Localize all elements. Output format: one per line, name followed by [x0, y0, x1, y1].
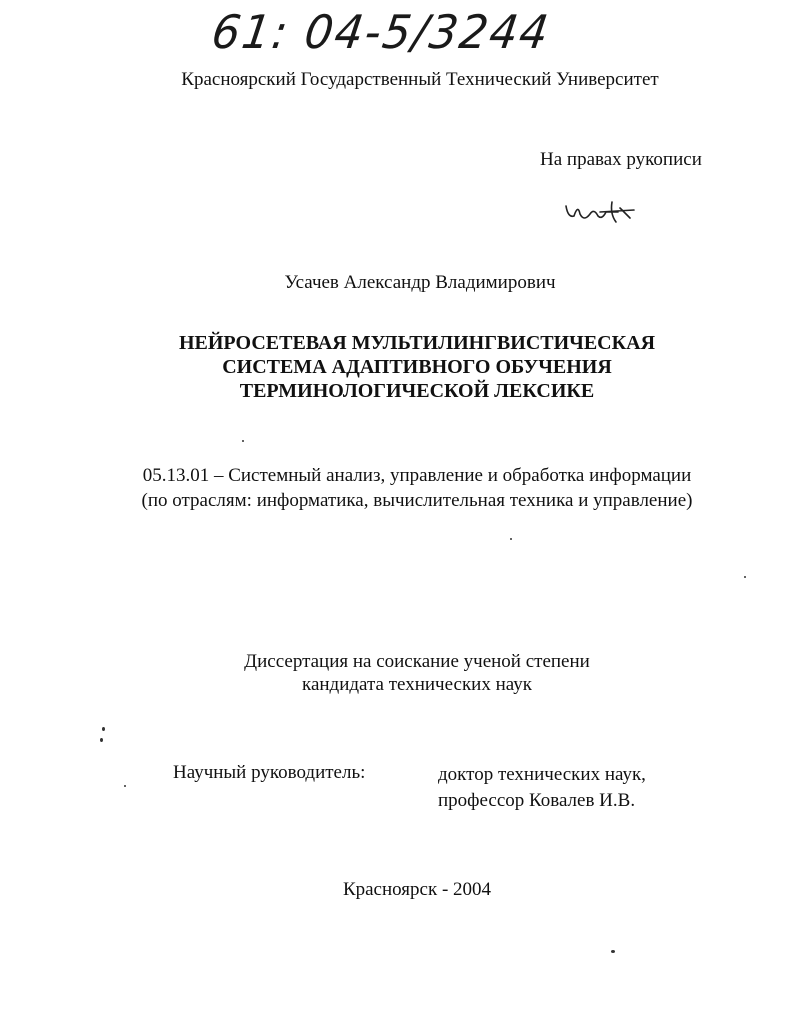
title-line: ТЕРМИНОЛОГИЧЕСКОЙ ЛЕКСИКЕ: [239, 380, 595, 402]
handwritten-catalog-number: 61: 04-5/3244: [208, 6, 554, 60]
specialty-code: [0, 463, 794, 513]
advisor-label: Научный руководитель:: [173, 762, 366, 783]
scan-speck: [102, 727, 105, 731]
advisor-name: профессор Ковалев И.В.: [438, 790, 636, 811]
degree-line: Диссертация на соискание ученой степени: [244, 651, 590, 672]
scan-speck: [510, 538, 512, 540]
university-name: Красноярский Государственный Технический Университет: [181, 69, 659, 90]
rights-notice: На правах рукописи: [540, 149, 702, 170]
title-line: НЕЙРОСЕТЕВАЯ МУЛЬТИЛИНГВИСТИЧЕСКАЯ: [178, 332, 656, 354]
author-signature: [560, 196, 640, 228]
author-name: Усачев Александр Владимирович: [284, 272, 556, 293]
scan-speck: [100, 738, 103, 742]
scan-speck: [744, 576, 746, 578]
degree-line: кандидата технических наук: [302, 674, 532, 695]
city-year: Красноярск - 2004: [342, 879, 492, 900]
dissertation-title: [0, 331, 794, 403]
degree-statement: [0, 650, 794, 696]
scan-speck: [611, 950, 615, 953]
specialty-line: 05.13.01 – Системный анализ, управление и обработка информации: [142, 465, 692, 486]
scan-speck: [242, 440, 244, 442]
scan-speck: [124, 785, 126, 787]
title-line: СИСТЕМА АДАПТИВНОГО ОБУЧЕНИЯ: [222, 356, 612, 378]
advisor-degree: доктор технических наук,: [438, 764, 646, 785]
specialty-line: (по отраслям: информатика, вычислительная техника и управление): [141, 490, 693, 511]
advisor-details: [438, 762, 646, 814]
